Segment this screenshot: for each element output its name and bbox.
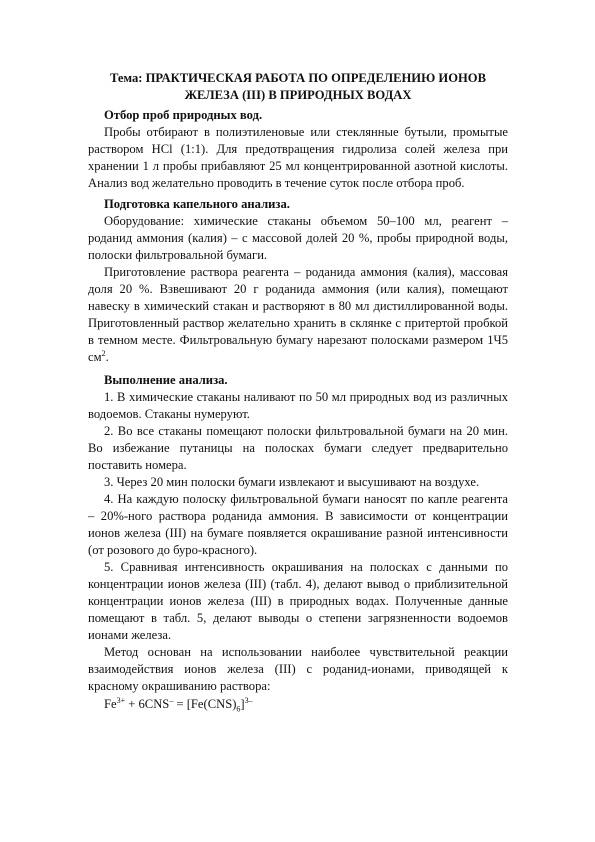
document-page xyxy=(88,70,508,713)
procedure-steps xyxy=(88,389,508,644)
procedure-step: 3. Через 20 мин полоски бумаги извлекают и высушивают на воздухе. xyxy=(104,475,480,489)
method-paragraph: Метод основан на использовании наиболее чувствительной реакции взаимодействия ионов железа (III) с роданид-ионами, приводящей к красному окрашиванию раствора: xyxy=(88,645,508,693)
title-line-1: Тема: ПРАКТИЧЕСКАЯ РАБОТА ПО ОПРЕДЕЛЕНИЮ ИОНОВ xyxy=(110,71,486,85)
reaction-formula xyxy=(88,695,508,713)
procedure-step: 2. Во все стаканы помещают полоски фильтровальной бумаги на 20 мин. Во избежание путаницы на полосках бумаги следует предварительно поставить номера. xyxy=(88,424,508,472)
title-line-2: ЖЕЛЕЗА (III) В ПРИРОДНЫХ ВОДАХ xyxy=(184,88,412,102)
page-title xyxy=(88,70,508,104)
equipment-paragraph: Оборудование: химические стаканы объемом 50–100 мл, реагент – роданид аммония (калия) – с массовой долей 20 %, пробы природной воды, полоски фильтровальной бумаги. xyxy=(88,214,508,262)
procedure-step: 1. В химические стаканы наливают по 50 мл природных вод из различных водоемов. Стаканы нумеруют. xyxy=(88,390,508,421)
reagent-text: Приготовление раствора реагента – роданида аммония (калия), массовая доля 20 %. Взвешивают 20 г роданида аммония (или калия), помещают навеску в химический стакан и растворяют в 80 мл дистиллированной воды. Приготовленный раствор желательно хранить в склянке с притертой пробкой в темном месте. Фильтровальную бумагу нарезают полосками размером 1Ч5 см xyxy=(88,265,508,364)
formula-plus: + 6CNS xyxy=(125,697,170,711)
formula-close: ] xyxy=(240,697,245,711)
formula-equals: = [Fe(CNS) xyxy=(173,697,237,711)
sampling-heading: Отбор проб природных вод. xyxy=(104,108,263,122)
formula-fe-charge: 3+ xyxy=(116,695,126,705)
procedure-step: 5. Сравнивая интенсивность окрашивания на полосках с данными по концентрации ионов железа (III) (табл. 4), делают вывод о приблизительной концентрации ионов железа (III) в природных водах. Полученные данные помещают в табл. 5, делают выводы о степени загрязненности водоемов ионами железа. xyxy=(88,560,508,642)
formula-complex-charge: 3– xyxy=(244,695,253,705)
reagent-text-end: . xyxy=(105,350,109,364)
procedure-heading: Выполнение анализа. xyxy=(104,373,228,387)
reagent-superscript: 2 xyxy=(101,348,106,358)
formula-cns-charge: – xyxy=(169,695,174,705)
procedure-step: 4. На каждую полоску фильтровальной бумаги наносят по капле реагента – 20%-ного раствора роданида аммония. В зависимости от концентрации ионов железа (III) на бумаге появляется окрашивание разной интенсивности (от розового до буро-красного). xyxy=(88,492,508,557)
sampling-paragraph: Пробы отбирают в полиэтиленовые или стеклянные бутыли, промытые раствором HCl (1:1). Для предотвращения гидролиза солей железа при хранении 1 л пробы прибавляют 25 мл концентрированной азотной кислоты. Анализ вод желательно проводить в течение суток после отбора проб. xyxy=(88,125,508,190)
reagent-paragraph xyxy=(88,264,508,366)
formula-index: 6 xyxy=(236,704,241,714)
preparation-heading: Подготовка капельного анализа. xyxy=(104,197,290,211)
formula-fe: Fe xyxy=(104,697,117,711)
